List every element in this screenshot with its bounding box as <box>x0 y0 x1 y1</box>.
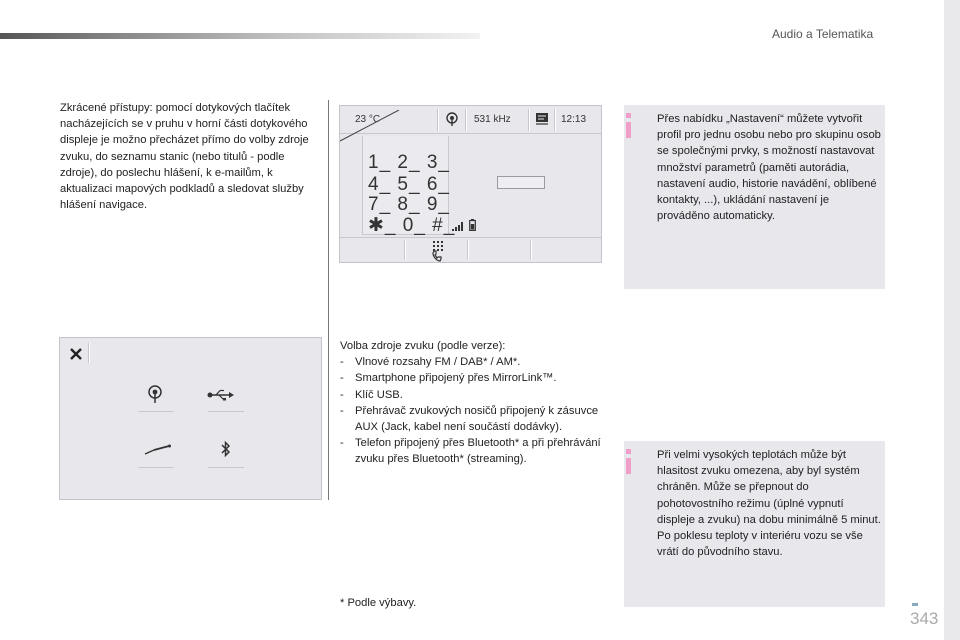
source-selection-screen <box>59 337 322 500</box>
bluetooth-icon[interactable] <box>221 440 231 458</box>
info-text-temperature: Při velmi vysokých teplotách může být hlasitost zvuku omezena, aby byl systém chráněn. Může se přepnout do pohotovostního režimu (úplné vypnutí displeje a zvuku) na dobu minimálně 5 minut. Po poklesu teploty v interiéru vozu se vše vrátí do původního stavu. <box>657 449 881 559</box>
list-item: - Telefon připojený přes Bluetooth* a při přehrávání zvuku přes Bluetooth* (streaming). <box>340 437 601 466</box>
keypad-row-2[interactable]: 4_ 5_ 6_ <box>368 174 450 195</box>
temperature-readout: 23 °C <box>355 114 381 125</box>
page-number: 343 <box>910 609 939 628</box>
usb-icon[interactable] <box>207 389 235 401</box>
list-item: - Klíč USB. <box>340 388 403 401</box>
number-display-field <box>497 176 545 189</box>
radio-antenna-icon[interactable] <box>147 385 163 403</box>
section-title: Audio a Telematika <box>772 27 874 41</box>
phone-handset-icon[interactable] <box>432 250 442 262</box>
radio-antenna-icon[interactable] <box>445 112 459 126</box>
keypad-row-4[interactable]: ✱_ 0_ #_ <box>368 215 456 236</box>
battery-icon <box>469 219 476 231</box>
info-icon <box>626 449 631 454</box>
page-edge-bar <box>944 0 960 640</box>
list-item: - Smartphone připojený přes MirrorLink™. <box>340 372 557 385</box>
keypad-row-3[interactable]: 7_ 8_ 9_ <box>368 194 450 215</box>
header-gradient-bar <box>0 33 480 39</box>
sms-icon[interactable] <box>535 112 549 125</box>
intro-paragraph: Zkrácené přístupy: pomocí dotykových tlačítek nacházejících se v pruhu v horní části dotykového displeje je možno přecházet přímo do volby zdroje zvuku, do seznamu stanic (nebo titulů - podle zdroje), do poslechu hlášení, k e-mailům, k aktualizaci mapových podkladů a sledovat služby hlášení navigace. <box>60 102 309 212</box>
keypad-row-1[interactable]: 1_ 2_ 3_ <box>368 152 450 173</box>
sources-heading: Volba zdroje zvuku (podle verze): <box>340 340 506 352</box>
info-icon <box>626 113 631 118</box>
callout-pointer-line <box>340 110 400 142</box>
list-item: - Vlnové rozsahy FM / DAB* / AM*. <box>340 356 521 369</box>
sources-list <box>340 338 610 468</box>
clock-readout: 12:13 <box>561 114 587 125</box>
page-marker <box>912 603 918 606</box>
close-icon[interactable] <box>70 348 82 360</box>
info-text-settings: Přes nabídku „Nastavení“ můžete vytvořit profil pro jednu osobu nebo pro skupinu osob se společnými prvky, s možností nastavovat množství parametrů (paměti autorádia, nastavení audio, historie navádění, oblíbené kontakty, ...), ukládání nastavení je prováděno automaticky. <box>657 113 881 223</box>
frequency-readout: 531 kHz <box>474 114 511 125</box>
column-divider <box>328 100 329 500</box>
footnote: * Podle výbavy. <box>340 597 417 609</box>
aux-jack-icon[interactable] <box>144 444 172 456</box>
list-item: - Přehrávač zvukových nosičů připojený k zásuvce AUX (Jack, kabel není součástí dodávky). <box>340 404 599 434</box>
